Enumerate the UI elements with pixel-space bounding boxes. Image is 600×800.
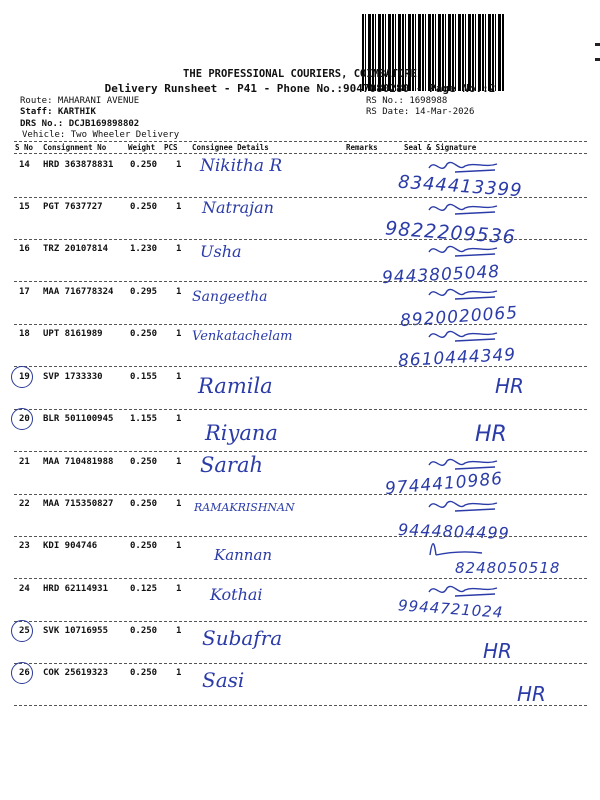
table-row	[0, 495, 600, 543]
row-weight: 0.250	[130, 626, 158, 636]
row-weight: 0.295	[130, 287, 158, 297]
row-hr-mark: HR	[517, 682, 546, 706]
signature-scribble	[425, 156, 515, 176]
row-sno: 20	[19, 414, 30, 424]
row-hr-mark: HR	[475, 422, 507, 447]
row-sno: 21	[19, 457, 30, 467]
row-weight: 0.250	[130, 499, 158, 509]
row-weight: 0.250	[130, 329, 158, 339]
row-consignment: PGT 7637727	[43, 202, 103, 212]
row-pcs: 1	[176, 457, 182, 467]
row-separator	[14, 366, 587, 367]
row-consignee-name: Natrajan	[202, 198, 274, 217]
row-sno: 19	[19, 372, 30, 382]
row-receiver-phone: 9744410986	[384, 468, 504, 500]
row-weight: 0.125	[130, 584, 158, 594]
row-receiver-phone: 9822209536	[384, 217, 517, 249]
row-consignment: KDI 904746	[43, 541, 98, 551]
row-receiver-phone: 8344413399	[397, 171, 524, 202]
row-consignment: HRD 62114931	[43, 584, 109, 594]
row-consignment: MAA 710481988	[43, 457, 114, 467]
drs-number: DRS No.: DCJB169898802	[20, 119, 140, 129]
row-separator	[14, 451, 587, 452]
row-consignment: SVP 1733330	[43, 372, 103, 382]
row-hr-mark: HR	[483, 639, 512, 663]
signature-scribble	[425, 580, 515, 600]
header-bottom-rule	[14, 153, 587, 154]
row-receiver-phone: 9443805048	[381, 261, 501, 289]
row-consignee-name: Sarah	[200, 453, 263, 477]
row-sno: 22	[19, 499, 30, 509]
staff-label: Staff: KARTHIK	[20, 107, 96, 117]
runsheet-subtitle: Delivery Runsheet - P41 - Phone No.:9047080280 - Page No.:2	[104, 82, 496, 95]
table-row	[0, 240, 600, 289]
row-receiver-phone: 8610444349	[397, 344, 517, 372]
table-row	[0, 537, 600, 577]
signature-scribble	[425, 240, 515, 260]
row-consignee-name: Riyana	[205, 421, 278, 445]
row-sno: 18	[19, 329, 30, 339]
col-remarks: Remarks	[346, 143, 378, 152]
row-pcs: 1	[176, 414, 182, 424]
table-row	[0, 580, 600, 620]
signature-scribble	[425, 495, 515, 515]
row-consignment: HRD 363878831	[43, 160, 114, 170]
row-weight: 0.250	[130, 457, 158, 467]
row-consignment: MAA 715350827	[43, 499, 114, 509]
col-seal: Seal & Signature	[404, 143, 477, 152]
row-consignee-name: Kannan	[214, 546, 273, 564]
row-consignment: SVK 10716955	[43, 626, 109, 636]
company-title: THE PROFESSIONAL COURIERS, COIMBATORE	[183, 68, 417, 80]
row-consignee-name: Sasi	[202, 668, 245, 692]
row-receiver-phone: 9944721024	[397, 596, 504, 622]
rs-date: RS Date: 14-Mar-2026	[366, 107, 475, 117]
row-pcs: 1	[176, 584, 182, 594]
page-edge-mark	[595, 43, 600, 46]
row-consignment: BLR 501100945	[43, 414, 114, 424]
row-weight: 0.155	[130, 372, 158, 382]
row-consignment: MAA 716778324	[43, 287, 114, 297]
row-pcs: 1	[176, 541, 182, 551]
row-separator	[14, 578, 587, 579]
row-pcs: 1	[176, 287, 182, 297]
table-row	[0, 622, 600, 662]
row-sno: 26	[19, 668, 30, 678]
row-consignee-name: Venkatachelam	[192, 329, 293, 344]
row-sno: 23	[19, 541, 30, 551]
row-pcs: 1	[176, 202, 182, 212]
row-receiver-phone: 9444804499	[397, 520, 511, 543]
row-sno: 16	[19, 244, 30, 254]
row-separator	[14, 705, 587, 706]
row-pcs: 1	[176, 626, 182, 636]
row-consignee-name: Nikitha R	[200, 156, 283, 176]
row-receiver-phone: 8248050518	[455, 559, 561, 577]
row-pcs: 1	[176, 499, 182, 509]
row-separator	[14, 281, 587, 282]
row-weight: 0.250	[130, 668, 158, 678]
row-pcs: 1	[176, 329, 182, 339]
table-row	[0, 453, 600, 500]
vehicle-label: Vehicle: Two Wheeler Delivery	[22, 130, 180, 140]
row-weight: 1.230	[130, 244, 158, 254]
row-consignee-name: Sangeetha	[192, 289, 268, 305]
row-sno: 17	[19, 287, 30, 297]
row-sno: 25	[19, 626, 30, 636]
row-sno: 15	[19, 202, 30, 212]
row-consignee-name: Ramila	[198, 374, 273, 398]
page-edge-mark	[595, 58, 600, 61]
col-pcs: PCS	[164, 143, 178, 152]
signature-scribble	[420, 537, 510, 557]
signature-scribble	[425, 325, 515, 345]
row-weight: 0.250	[130, 541, 158, 551]
row-consignee-name: RAMAKRISHNAN	[194, 501, 295, 514]
col-consignment: Consignment No	[43, 143, 107, 152]
row-consignment: COK 25619323	[43, 668, 109, 678]
row-pcs: 1	[176, 244, 182, 254]
row-hr-mark: HR	[495, 374, 524, 398]
table-row	[0, 368, 600, 408]
table-row	[0, 156, 600, 202]
row-consignee-name: Subafra	[202, 626, 283, 650]
header-top-rule	[14, 141, 587, 142]
row-sno: 24	[19, 584, 30, 594]
col-weight: Weight	[128, 143, 156, 152]
row-sno: 14	[19, 160, 30, 170]
row-consignee-name: Usha	[200, 242, 242, 261]
rs-number: RS No.: 1698988	[366, 96, 448, 106]
row-consignment: TRZ 20107814	[43, 244, 109, 254]
table-row	[0, 410, 600, 450]
row-consignee-name: Kothai	[210, 585, 263, 604]
table-row	[0, 325, 600, 372]
row-receiver-phone: 8920020065	[399, 302, 519, 332]
table-row	[0, 283, 600, 332]
signature-scribble	[425, 198, 515, 218]
row-weight: 0.250	[130, 160, 158, 170]
row-pcs: 1	[176, 160, 182, 170]
col-consignee: Consignee Details	[192, 143, 269, 152]
route-label: Route: MAHARANI AVENUE	[20, 96, 140, 106]
row-pcs: 1	[176, 372, 182, 382]
row-pcs: 1	[176, 668, 182, 678]
row-weight: 1.155	[130, 414, 158, 424]
signature-scribble	[425, 283, 515, 303]
row-consignment: UPT 8161989	[43, 329, 103, 339]
table-row	[0, 664, 600, 704]
row-weight: 0.250	[130, 202, 158, 212]
col-sno: S No	[15, 143, 34, 152]
